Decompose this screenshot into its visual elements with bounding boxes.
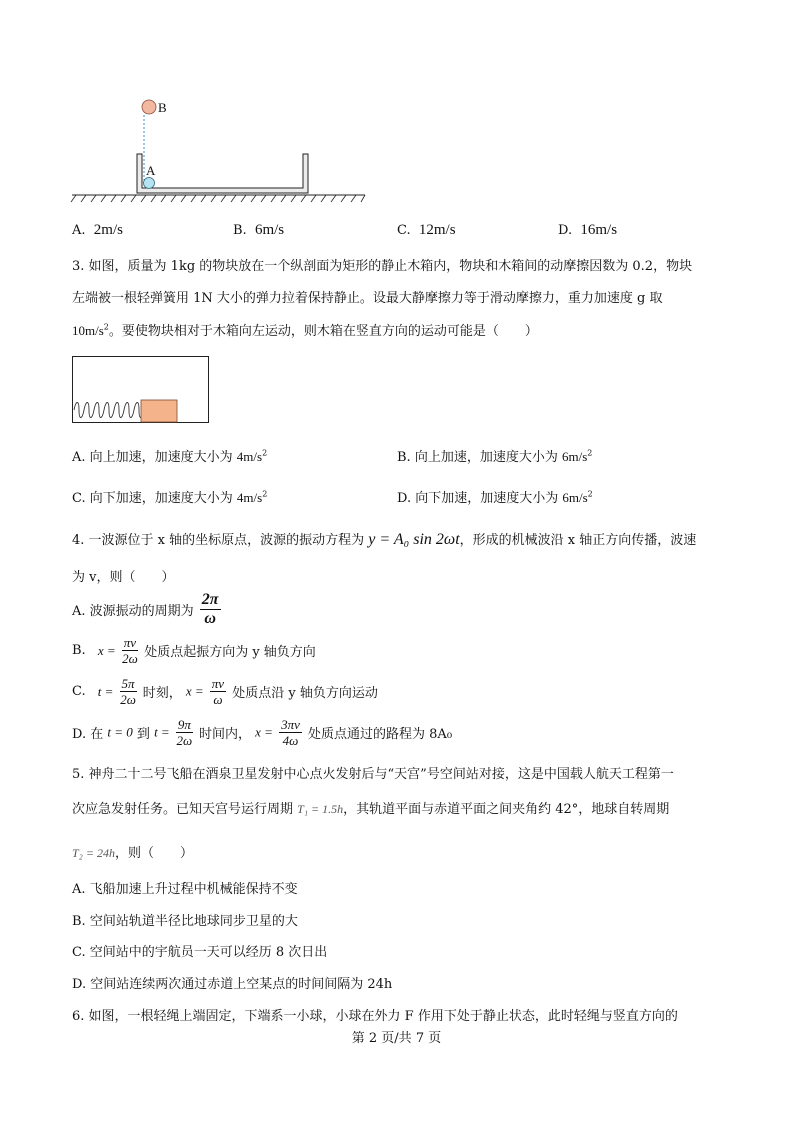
q2-option-d-letter: D.	[558, 223, 573, 238]
q5-period-t1: T₁ = 1.5h	[297, 802, 344, 816]
q3-line-2: 左端被一根轻弹簧用 1N 大小的弹力拉着保持静止。设最大静摩擦力等于滑动摩擦力，重力加速度 g 取	[72, 291, 663, 306]
q5-option-c: C. 空间站中的宇航员一天可以经历 8 次日出	[72, 945, 328, 960]
q4-line-1-a: 4. 一波源位于 x 轴的坐标原点，波源的振动方程为	[72, 533, 365, 548]
label-a: A	[146, 163, 156, 178]
q4-option-a-num: 2π	[201, 591, 219, 608]
q3-option-d: D. 向下加速，加速度大小为 $6m/s^2$	[397, 489, 593, 506]
q3-option-a-value: 4m/s	[236, 449, 263, 464]
q4-option-c-t: t =	[97, 683, 114, 699]
q4-option-a	[72, 592, 223, 627]
q4-option-b-den: 2ω	[122, 651, 138, 666]
q3-gravity-value: 10m/s	[72, 323, 104, 338]
q2-option-c	[397, 222, 456, 239]
q5-line-3	[72, 842, 193, 861]
q4-option-c-fraction-2	[210, 677, 226, 706]
q4-option-c-letter: C.	[72, 684, 86, 699]
q3-option-d-text: D. 向下加速，加速度大小为	[397, 491, 559, 506]
q4-option-c-text: 处质点沿 y 轴负方向运动	[232, 686, 378, 701]
q3-line-1: 3. 如图，质量为 1kg 的物块放在一个纵剖面为矩形的静止木箱内，物块和木箱间的动摩擦因数为 0.2，物块	[72, 259, 693, 274]
q3-option-b-value: 6m/s	[561, 449, 588, 464]
block	[141, 400, 177, 422]
q2-option-a-value: 2m/s	[93, 222, 123, 238]
q4-option-d-text: 处质点通过的路程为 8A₀	[308, 727, 453, 742]
q3-option-b: B. 向上加速，加速度大小为 $6m/s^2$	[397, 448, 593, 465]
q4-option-d-num-2: 3πv	[281, 717, 300, 732]
q3-option-d-value: 6m/s	[562, 490, 588, 505]
q2-option-c-letter: C.	[397, 223, 411, 238]
q4-line-1	[72, 529, 696, 549]
q3-option-a: A. 向上加速，加速度大小为 $4m/s^2$	[72, 448, 268, 465]
ball-a	[144, 178, 155, 189]
q2-option-a	[72, 222, 123, 239]
q4-option-d-to: 到	[136, 727, 150, 742]
q2-option-b	[233, 222, 284, 239]
q2-option-b-letter: B.	[233, 223, 247, 238]
q3-option-c: C. 向下加速，加速度大小为 $4m/s^2$	[72, 489, 268, 506]
q4-option-c-num-2: πv	[211, 676, 225, 691]
q3-option-b-text: B. 向上加速，加速度大小为	[397, 450, 558, 465]
q2-option-b-value: 6m/s	[254, 222, 285, 238]
q5-period-t2: T₂ = 24h	[72, 846, 115, 860]
figure-box-balls	[60, 90, 380, 205]
q4-wave-equation: y = A₀ sin 2ωt	[368, 531, 460, 548]
q2-option-c-value: 12m/s	[418, 222, 456, 238]
q4-option-d-den-2: 4ω	[282, 733, 299, 748]
q4-option-d-num-1: 9π	[177, 717, 191, 732]
q4-option-d-mid: 时间内，	[199, 727, 252, 742]
q4-option-c-num-1: 5π	[121, 676, 135, 691]
q3-line-3: $10m/s^2$。要使物块相对于木箱向左运动，则木箱在竖直方向的运动可能是（ ）	[72, 322, 538, 339]
ball-b	[142, 100, 156, 114]
q2-option-a-letter: A.	[72, 223, 86, 238]
q4-option-b	[72, 636, 316, 665]
q4-option-a-text: A. 波源振动的周期为	[72, 604, 194, 619]
q4-line-2: 为 v，则（ ）	[72, 570, 175, 585]
q4-option-d-fraction-1	[176, 718, 193, 747]
q4-option-b-text: 处质点起振方向为 y 轴负方向	[144, 645, 316, 660]
q4-option-d-den-1: 2ω	[176, 733, 193, 748]
q4-option-c-x: x =	[185, 683, 204, 699]
q5-line-2-b: ，其轨道平面与赤道平面之间夹角约 42°，地球自转周期	[343, 802, 670, 817]
q4-option-b-x: x =	[97, 642, 116, 658]
q4-option-b-num: πv	[123, 635, 137, 650]
q5-line-3-b: ，则（ ）	[114, 846, 193, 861]
q4-option-b-letter: B.	[72, 643, 86, 658]
q4-option-c	[72, 677, 378, 706]
q3-option-c-value: 4m/s	[236, 490, 263, 505]
figure-box-spring	[70, 354, 212, 426]
q4-option-a-fraction	[200, 592, 221, 627]
q5-option-a: A. 飞船加速上升过程中机械能保持不变	[72, 882, 298, 897]
q4-option-d-letter: D. 在	[72, 727, 104, 742]
q4-option-d-x: x =	[255, 724, 273, 740]
q4-option-c-den-2: ω	[213, 692, 223, 707]
q4-option-d-fraction-2	[279, 718, 302, 747]
page-footer: 第 2 页/共 7 页	[351, 1031, 442, 1046]
q4-option-d-t: t =	[154, 724, 170, 740]
q6-line-1: 6. 如图，一根轻绳上端固定，下端系一小球，小球在外力 F 作用下处于静止状态，此时轻绳与竖直方向的	[72, 1009, 678, 1024]
q4-option-c-mid: 时刻，	[142, 686, 182, 701]
q5-line-1: 5. 神舟二十二号飞船在酒泉卫星发射中心点火发射后与“天宫”号空间站对接，这是中国载人航天工程第一	[72, 767, 674, 782]
q4-line-1-b: ，形成的机械波沿 x 轴正方向传播，波速	[459, 533, 697, 548]
q4-option-a-den: ω	[204, 610, 216, 627]
q3-line-3-text: 。要使物块相对于木箱向左运动，则木箱在竖直方向的运动可能是（ ）	[108, 324, 538, 339]
q5-line-2-a: 次应急发射任务。已知天宫号运行周期	[72, 802, 294, 817]
q4-option-d	[72, 718, 452, 747]
label-b: B	[158, 100, 167, 115]
q4-option-c-fraction-1	[120, 677, 137, 706]
q3-option-a-text: A. 向上加速，加速度大小为	[72, 450, 233, 465]
q3-option-c-text: C. 向下加速，加速度大小为	[72, 491, 233, 506]
q5-option-b: B. 空间站轨道半径比地球同步卫星的大	[72, 914, 298, 929]
q4-option-b-fraction	[122, 636, 138, 665]
q4-option-d-t0: t = 0	[107, 724, 133, 740]
q2-option-d-value: 16m/s	[580, 222, 618, 238]
q5-line-2	[72, 798, 669, 817]
q5-option-d: D. 空间站连续两次通过赤道上空某点的时间间隔为 24h	[72, 977, 393, 992]
q2-option-d	[558, 222, 617, 239]
q4-option-c-den-1: 2ω	[120, 692, 136, 707]
